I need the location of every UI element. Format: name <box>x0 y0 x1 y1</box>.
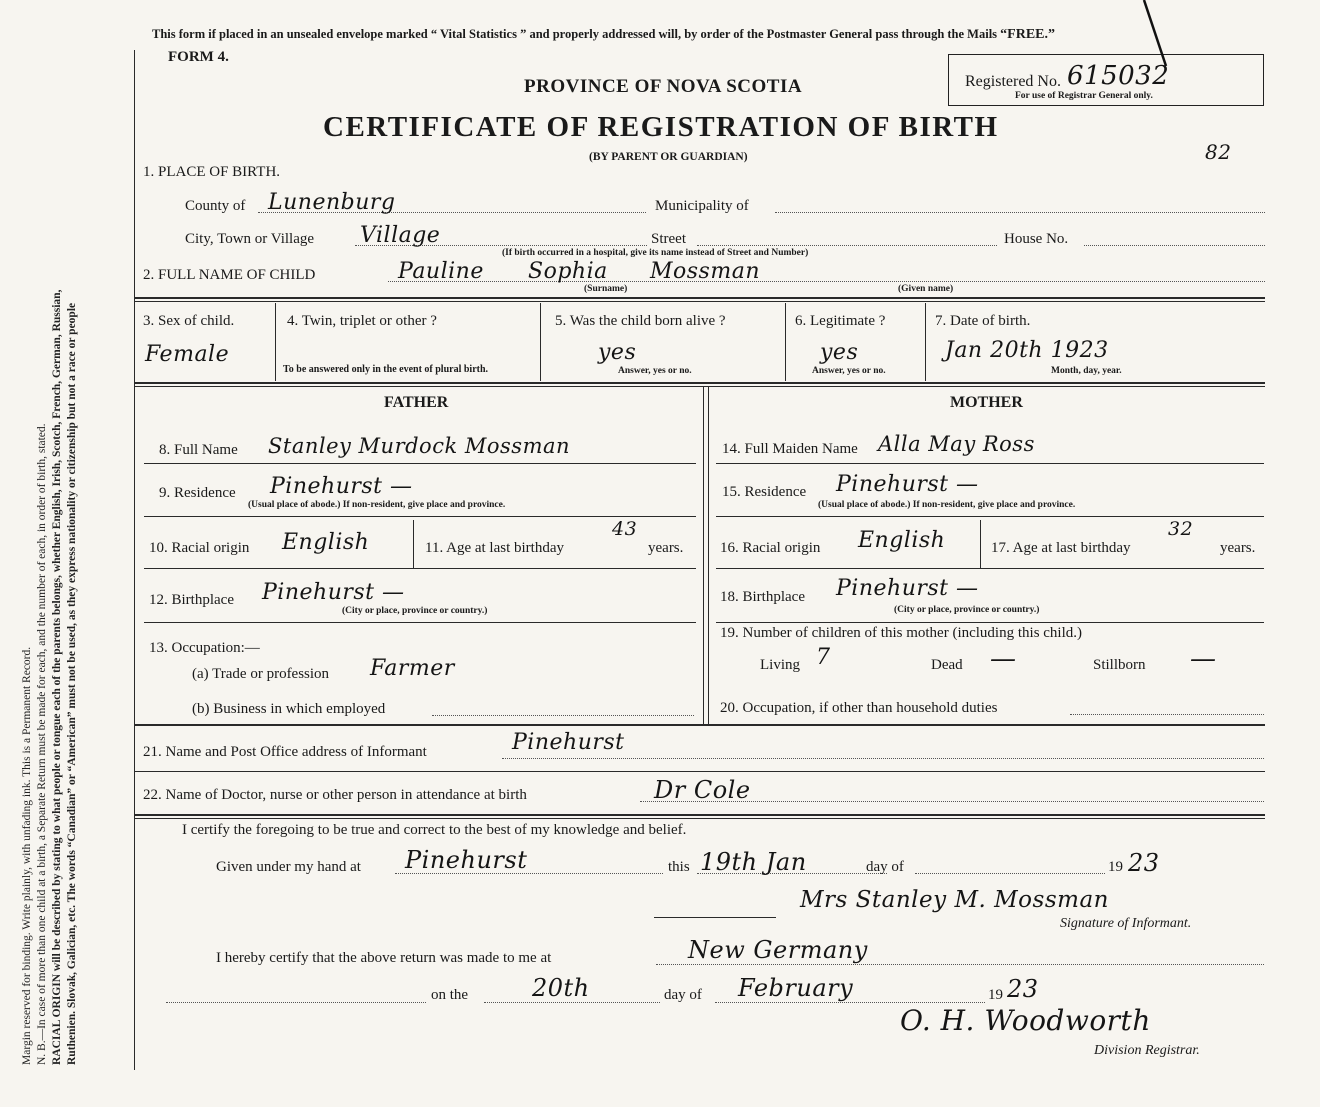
doctor-label: 22. Name of Doctor, nurse or other person in attendance at birth <box>143 787 527 803</box>
father-residence-note: (Usual place of abode.) If non-resident, give place and province. <box>248 500 506 510</box>
registrar-day-value: 20th <box>532 974 590 1002</box>
registrar-year-prefix: 19 <box>988 987 1003 1003</box>
margin-line-2: N. B.—In case of more than one child at a birth, a Separate Return must be made for each, and the number of each, in order of birth, stated. <box>36 423 48 1065</box>
registrar-month-value: February <box>738 974 854 1002</box>
city-label: City, Town or Village <box>185 231 315 247</box>
mother-occupation-label: 20. Occupation, if other than household duties <box>720 700 998 716</box>
on-the-label: on the <box>431 987 469 1003</box>
margin-instructions <box>20 15 80 1065</box>
father-age-label: 11. Age at last birthday <box>425 540 564 556</box>
father-name-value: Stanley Murdock Mossman <box>268 434 571 458</box>
province-heading: PROVINCE OF NOVA SCOTIA <box>524 76 803 97</box>
registrar-note: For use of Registrar General only. <box>1015 91 1153 101</box>
father-residence-label: 9. Residence <box>159 485 236 501</box>
registered-number: 615032 <box>1067 61 1170 91</box>
certificate-subtitle: (BY PARENT OR GUARDIAN) <box>589 151 748 163</box>
dob-label: 7. Date of birth. <box>935 313 1031 329</box>
given-name-note: (Given name) <box>898 284 954 294</box>
mother-age-label: 17. Age at last birthday <box>991 540 1131 556</box>
registrar-signature-caption: Division Registrar. <box>1094 1043 1200 1058</box>
margin-line-1: Margin reserved for binding. Write plainly, with unfading ink. This is a Permanent Record. <box>21 646 33 1065</box>
informant-signature-caption: Signature of Informant. <box>1060 916 1192 931</box>
pen-stroke-mark <box>1138 0 1178 70</box>
stillborn-value: — <box>1190 644 1217 674</box>
child-given-name-2: Sophia <box>528 259 608 284</box>
twin-label: 4. Twin, triplet or other ? <box>287 313 437 329</box>
sex-label: 3. Sex of child. <box>143 313 235 329</box>
mother-children-label: 19. Number of children of this mother (including this child.) <box>720 625 1083 641</box>
margin-line-3: RACIAL ORIGIN will be described by stating to what people or tongue each of the parents belongs, whether English, Irish, Scotch, French, German, Russian, <box>51 289 63 1065</box>
surname-note: (Surname) <box>584 284 628 294</box>
registrar-place-value: New Germany <box>688 936 868 964</box>
margin-line-4: Ruthenien. Slovak, Galician, etc. The words “Canadian” or “American” must not be used, as they express nationality or citizenship but not a race or people <box>66 302 78 1065</box>
place-of-birth-heading: 1. PLACE OF BIRTH. <box>143 164 281 180</box>
mother-heading: MOTHER <box>950 394 1023 411</box>
child-name-label: 2. FULL NAME OF CHILD <box>143 267 316 283</box>
registered-box <box>948 54 1264 106</box>
alive-value: yes <box>598 340 637 365</box>
day-of-label: day of <box>866 859 904 875</box>
twin-note: To be answered only in the event of plural birth. <box>283 364 489 375</box>
given-under-label: Given under my hand at <box>216 859 361 875</box>
dead-label: Dead <box>931 657 963 673</box>
registrar-day-of-label: day of <box>664 987 702 1003</box>
dead-value: — <box>990 644 1017 674</box>
mother-race-value: English <box>858 528 946 553</box>
father-business-label: (b) Business in which employed <box>192 701 386 717</box>
father-name-label: 8. Full Name <box>159 442 238 458</box>
given-place-value: Pinehurst <box>405 846 528 874</box>
father-occupation-label: 13. Occupation:— <box>149 640 260 656</box>
this-label: this <box>668 859 690 875</box>
living-value: 7 <box>816 645 831 670</box>
corner-mark: 82 <box>1205 140 1232 164</box>
mother-name-value: Alla May Ross <box>878 432 1035 456</box>
father-race-label: 10. Racial origin <box>149 540 250 556</box>
legitimate-value: yes <box>820 340 859 365</box>
municipality-label: Municipality of <box>655 198 749 214</box>
informant-value: Pinehurst <box>512 730 625 755</box>
county-label: County of <box>185 198 246 214</box>
father-birthplace-note: (City or place, province or country.) <box>342 606 488 616</box>
registered-label: Registered No. <box>965 73 1061 90</box>
left-border <box>134 50 135 1070</box>
father-birthplace-label: 12. Birthplace <box>149 592 234 608</box>
year-prefix: 19 <box>1108 859 1123 875</box>
doctor-value: Dr Cole <box>654 776 751 804</box>
mother-years: years. <box>1220 540 1256 556</box>
mother-age-value: 32 <box>1168 518 1194 540</box>
alive-note: Answer, yes or no. <box>618 366 692 376</box>
father-age-value: 43 <box>612 518 638 540</box>
child-surname: Mossman <box>650 259 760 284</box>
registrar-signature: O. H. Woodworth <box>900 1004 1151 1037</box>
mother-race-label: 16. Racial origin <box>720 540 821 556</box>
hospital-note: (If birth occurred in a hospital, give its name instead of Street and Number) <box>502 248 809 258</box>
mother-residence-value: Pinehurst — <box>836 472 979 497</box>
mother-residence-note: (Usual place of abode.) If non-resident, give place and province. <box>818 500 1076 510</box>
father-birthplace-value: Pinehurst — <box>262 580 405 605</box>
dob-value: Jan 20th 1923 <box>945 338 1109 363</box>
legitimate-label: 6. Legitimate ? <box>795 313 886 329</box>
stillborn-label: Stillborn <box>1093 657 1146 673</box>
living-label: Living <box>760 657 800 673</box>
sex-value: Female <box>145 342 230 367</box>
mother-name-label: 14. Full Maiden Name <box>722 441 858 457</box>
form-number: FORM 4. <box>168 49 229 65</box>
mother-birthplace-label: 18. Birthplace <box>720 589 805 605</box>
father-race-value: English <box>282 530 370 555</box>
father-residence-value: Pinehurst — <box>270 474 413 499</box>
year-value: 23 <box>1128 849 1160 877</box>
this-day-value: 19th Jan <box>700 848 807 876</box>
father-heading: FATHER <box>384 394 449 411</box>
registrar-statement: I hereby certify that the above return was made to me at <box>216 950 552 966</box>
county-value: Lunenburg <box>268 190 396 215</box>
mother-residence-label: 15. Residence <box>722 484 807 500</box>
father-years: years. <box>648 540 684 556</box>
legitimate-note: Answer, yes or no. <box>812 366 886 376</box>
city-value: Village <box>360 223 441 248</box>
alive-label: 5. Was the child born alive ? <box>555 313 726 329</box>
father-trade-label: (a) Trade or profession <box>192 666 330 682</box>
father-trade-value: Farmer <box>370 656 455 681</box>
informant-signature: Mrs Stanley M. Mossman <box>800 887 1109 913</box>
certify-statement: I certify the foregoing to be true and correct to the best of my knowledge and belief. <box>182 822 687 838</box>
mail-notice: This form if placed in an unsealed envelope marked “ Vital Statistics ” and properly addressed will, by order of the Postmaster General pass through the Mails “FREE.” <box>152 27 1056 42</box>
mother-birthplace-value: Pinehurst — <box>836 576 979 601</box>
street-label: Street <box>651 231 686 247</box>
informant-label: 21. Name and Post Office address of Informant <box>143 744 427 760</box>
registrar-year-value: 23 <box>1007 975 1039 1003</box>
house-label: House No. <box>1004 231 1069 247</box>
mother-birthplace-note: (City or place, province or country.) <box>894 605 1040 615</box>
certificate-title: CERTIFICATE OF REGISTRATION OF BIRTH <box>323 111 999 143</box>
dob-note: Month, day, year. <box>1051 366 1122 376</box>
child-given-name-1: Pauline <box>398 259 484 284</box>
